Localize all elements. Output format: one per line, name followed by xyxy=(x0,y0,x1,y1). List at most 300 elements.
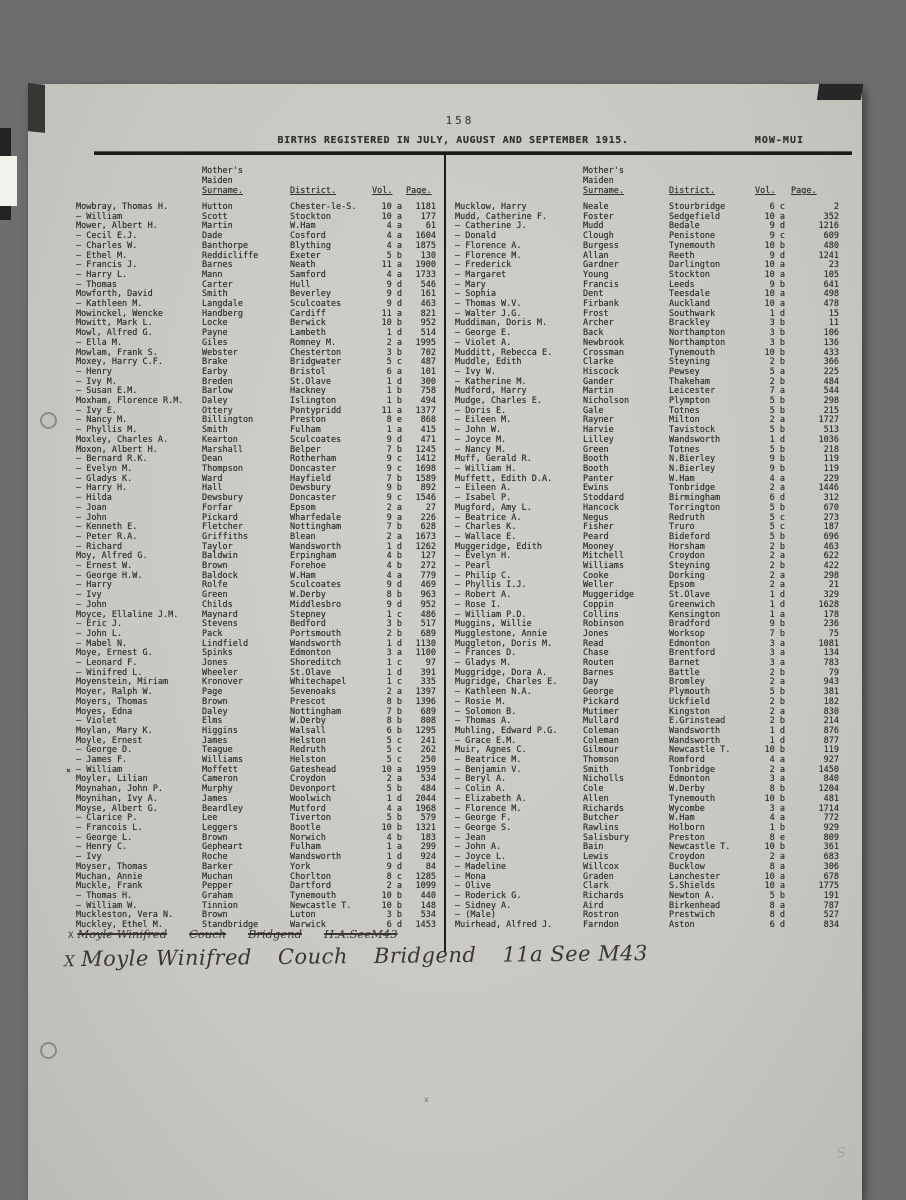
entry-maiden: Standbridge xyxy=(202,920,259,931)
entry-page: 808 xyxy=(420,716,436,727)
entry-district: Gateshead xyxy=(290,764,337,775)
entry-maiden: Hutton xyxy=(202,202,233,212)
column-header-district: District. xyxy=(290,186,337,196)
entry-name: Muckley, Ethel M. xyxy=(76,920,163,931)
entry-district: Chorlton xyxy=(290,871,331,882)
entry-maiden: Mudd xyxy=(583,221,604,232)
index-page xyxy=(28,84,862,1200)
entry-district: W.Derby xyxy=(290,590,326,601)
entry-maiden: Rolfe xyxy=(202,580,228,591)
index-row xyxy=(76,533,438,543)
entry-maiden: Brown xyxy=(202,832,228,843)
entry-name: — Violet A. xyxy=(455,337,512,348)
entry-name: — Katherine M. xyxy=(455,376,527,387)
entry-page: 463 xyxy=(823,541,839,552)
entry-district: St.Olave xyxy=(290,376,331,387)
index-row xyxy=(455,358,845,368)
entry-vol: 1 d xyxy=(769,434,785,445)
entry-maiden: Beardley xyxy=(202,803,243,814)
entry-vol: 1 d xyxy=(386,328,402,339)
entry-district: Battle xyxy=(669,667,700,678)
entry-name: — Olive xyxy=(455,881,491,892)
entry-name: — Beatrice M. xyxy=(455,755,522,766)
entry-name: — Joyce L. xyxy=(455,852,507,863)
entry-name: — Gladys K. xyxy=(76,473,133,484)
entry-page: 772 xyxy=(823,813,839,824)
entry-vol: 1 d xyxy=(386,541,402,552)
entry-vol: 10 b xyxy=(381,890,402,901)
entry-vol: 8 b xyxy=(386,696,402,707)
entry-maiden: Stoddard xyxy=(583,493,624,504)
index-row xyxy=(455,766,845,776)
entry-district: Tiverton xyxy=(290,813,331,824)
entry-vol: 4 a xyxy=(386,240,402,251)
entry-district: Greenwich xyxy=(669,599,716,610)
index-row xyxy=(455,397,845,407)
entry-vol: 11 a xyxy=(381,260,402,271)
entry-maiden: Rayner xyxy=(583,415,614,426)
entry-name: — Nancy M. xyxy=(76,415,128,426)
entry-district: Cardiff xyxy=(290,308,326,319)
entry-page: 306 xyxy=(823,861,839,872)
entry-maiden: Lewis xyxy=(583,852,609,863)
entry-district: Wandsworth xyxy=(290,541,342,552)
entry-page: 1628 xyxy=(818,599,839,610)
entry-maiden: Jones xyxy=(202,658,228,669)
entry-page: 513 xyxy=(823,425,839,436)
entry-page: 300 xyxy=(420,376,436,387)
entry-maiden: Clarke xyxy=(583,357,614,368)
entry-page: 943 xyxy=(823,677,839,688)
header-rule xyxy=(94,151,852,155)
entry-page: 1446 xyxy=(818,483,839,494)
entry-name: — (Male) xyxy=(455,910,496,921)
entry-page: 1036 xyxy=(818,434,839,445)
entry-district: Dewsbury xyxy=(290,483,331,494)
entry-vol: 6 c xyxy=(769,202,785,212)
entry-district: Sculcoates xyxy=(290,580,342,591)
entry-district: Kensington xyxy=(669,609,721,620)
entry-page: 2 xyxy=(833,202,839,212)
entry-name: — Kathleen M. xyxy=(76,299,143,310)
entry-page: 840 xyxy=(823,774,839,785)
entry-page: 689 xyxy=(420,628,436,639)
index-row xyxy=(455,834,845,844)
entry-vol: 1 a xyxy=(386,425,402,436)
entry-name: — Joan xyxy=(76,502,107,513)
entry-district: Erpingham xyxy=(290,551,337,562)
entry-vol: 3 b xyxy=(769,337,785,348)
header-line: Surname. xyxy=(202,186,243,196)
entry-vol: 9 c xyxy=(769,231,785,242)
entry-name: — Eileen M. xyxy=(455,415,512,426)
entry-page: 106 xyxy=(823,328,839,339)
entry-name: — Harry L. xyxy=(76,269,128,280)
entry-maiden: Brake xyxy=(202,357,228,368)
entry-page: 84 xyxy=(425,861,436,872)
entry-district: N.Bierley xyxy=(669,463,716,474)
entry-page: 579 xyxy=(420,813,436,824)
entry-page: 641 xyxy=(823,279,839,290)
entry-name: — Madeline xyxy=(455,861,507,872)
entry-name: Moy, Alfred G. xyxy=(76,551,148,562)
entry-name: Muddle, Edith xyxy=(455,357,522,368)
entry-district: Birmingham xyxy=(669,493,721,504)
entry-district: Penistone xyxy=(669,231,716,242)
entry-vol: 5 b xyxy=(386,250,402,261)
entry-page: 892 xyxy=(420,483,436,494)
entry-vol: 7 b xyxy=(386,473,402,484)
entry-page: 1245 xyxy=(415,444,436,455)
entry-district: Middlesbro xyxy=(290,599,342,610)
column-header-maiden xyxy=(583,166,624,196)
entry-page: 1875 xyxy=(415,240,436,251)
entry-page: 469 xyxy=(420,580,436,591)
entry-vol: 3 b xyxy=(769,318,785,329)
entry-name: — Thomas A. xyxy=(455,716,512,727)
index-row xyxy=(455,407,845,417)
entry-name: — George H.W. xyxy=(76,570,143,581)
entry-page: 952 xyxy=(420,599,436,610)
entry-district: Hackney xyxy=(290,386,326,397)
entry-name: — Charles K. xyxy=(455,522,517,533)
entry-maiden: Gale xyxy=(583,405,604,416)
entry-maiden: Breden xyxy=(202,376,233,387)
entry-maiden: Thomson xyxy=(583,755,619,766)
entry-name: — John xyxy=(76,512,107,523)
entry-vol: 3 a xyxy=(769,658,785,669)
entry-page: 1450 xyxy=(818,764,839,775)
entry-district: Dartford xyxy=(290,881,331,892)
entry-maiden: Muggeridge xyxy=(583,590,635,601)
entry-vol: 4 a xyxy=(386,570,402,581)
entry-name: Moynahan, John P. xyxy=(76,784,163,795)
entry-name: Mudge, Charles E. xyxy=(455,396,542,407)
index-row xyxy=(455,688,845,698)
entry-page: 250 xyxy=(420,755,436,766)
entry-maiden: Cooke xyxy=(583,570,609,581)
entry-name: — Mona xyxy=(455,871,486,882)
entry-district: S.Shields xyxy=(669,881,716,892)
entry-vol: 1 d xyxy=(386,852,402,863)
entry-maiden: Green xyxy=(583,444,609,455)
index-row xyxy=(76,746,438,756)
entry-maiden: Lee xyxy=(202,813,218,824)
entry-district: Helston xyxy=(290,755,326,766)
entry-page: 514 xyxy=(420,328,436,339)
entry-district: Sevenoaks xyxy=(290,687,337,698)
entry-name: — Leonard F. xyxy=(76,658,138,669)
entry-name: — Henry xyxy=(76,366,112,377)
entry-maiden: Earby xyxy=(202,366,228,377)
entry-maiden: Lilley xyxy=(583,434,614,445)
entry-name: — Florence A. xyxy=(455,240,522,251)
entry-maiden: Bain xyxy=(583,842,604,853)
entry-maiden: Farndon xyxy=(583,920,619,931)
entry-district: Edmonton xyxy=(290,648,331,659)
entry-vol: 10 a xyxy=(381,211,402,222)
entry-page: 1604 xyxy=(415,231,436,242)
entry-name: — Phyllis I.J. xyxy=(455,580,527,591)
entries-column-left xyxy=(66,202,438,931)
entry-vol: 5 b xyxy=(769,890,785,901)
entry-district: W.Derby xyxy=(669,784,705,795)
entry-district: Wandsworth xyxy=(290,852,342,863)
entry-page: 1295 xyxy=(415,725,436,736)
entry-vol: 8 d xyxy=(769,910,785,921)
entry-district: W.Ham xyxy=(290,570,316,581)
entry-district: Wharfedale xyxy=(290,512,342,523)
entry-vol: 2 a xyxy=(769,415,785,426)
entry-maiden: Martin xyxy=(202,221,233,232)
entry-name: — Colin A. xyxy=(455,784,507,795)
entry-district: Thakeham xyxy=(669,376,710,387)
handwritten-district: Bridgend xyxy=(373,942,477,968)
entry-maiden: Mullard xyxy=(583,716,619,727)
entry-district: Doncaster xyxy=(290,493,337,504)
entry-name: — Joyce M. xyxy=(455,434,507,445)
entry-vol: 1 a xyxy=(769,609,785,620)
entry-vol: 1 b xyxy=(769,823,785,833)
entry-vol: 8 b xyxy=(769,784,785,795)
entry-page: 391 xyxy=(420,667,436,678)
entry-district: Leeds xyxy=(669,279,695,290)
entry-vol: 9 d xyxy=(386,289,402,300)
entry-vol: 8 e xyxy=(769,832,785,843)
entry-district: Nottingham xyxy=(290,522,342,533)
entry-maiden: Murphy xyxy=(202,784,233,795)
entry-name: — George D. xyxy=(76,745,133,756)
entry-name: Moxon, Albert H. xyxy=(76,444,158,455)
entry-name: — Ivy xyxy=(76,590,102,601)
index-row xyxy=(455,271,845,281)
entry-vol: 7 b xyxy=(386,706,402,717)
entry-page: 963 xyxy=(420,590,436,601)
entry-vol: 8 a xyxy=(769,900,785,911)
entry-name: — Sidney A. xyxy=(455,900,512,911)
entry-vol: 5 c xyxy=(386,755,402,766)
entry-district: Croydon xyxy=(669,551,705,562)
entry-page: 927 xyxy=(823,755,839,766)
entry-vol: 10 a xyxy=(764,269,785,280)
entry-vol: 8 e xyxy=(386,415,402,426)
entry-vol: 3 b xyxy=(386,619,402,630)
entry-district: Pewsey xyxy=(669,366,700,377)
entry-maiden: Neale xyxy=(583,202,609,212)
entry-maiden: Giles xyxy=(202,337,228,348)
entry-district: Bootle xyxy=(290,823,321,833)
handwritten-annotation xyxy=(64,941,674,971)
entry-page: 758 xyxy=(420,386,436,397)
entry-vol: 3 a xyxy=(386,648,402,659)
index-row xyxy=(76,504,438,514)
entry-vol: 10 a xyxy=(764,211,785,222)
entry-page: 1727 xyxy=(818,415,839,426)
entry-vol: 5 c xyxy=(386,357,402,368)
entry-vol: 5 b xyxy=(386,813,402,824)
entry-name: Mowl, Alfred G. xyxy=(76,328,153,339)
entry-name: — Gladys M. xyxy=(455,658,512,669)
entry-maiden: Page xyxy=(202,687,223,698)
entry-page: 1714 xyxy=(818,803,839,814)
entry-page: 498 xyxy=(823,289,839,300)
index-row xyxy=(455,824,845,834)
entry-maiden: Carter xyxy=(202,279,233,290)
entry-district: Mutford xyxy=(290,803,326,814)
entry-vol: 10 b xyxy=(381,900,402,911)
entry-vol: 2 a xyxy=(386,502,402,513)
entry-name: — Thomas H. xyxy=(76,890,133,901)
entry-district: Newcastle T. xyxy=(669,745,731,756)
entry-name: — Harry H. xyxy=(76,483,128,494)
entry-name: — Winifred L. xyxy=(76,667,143,678)
entry-district: Bridgwater xyxy=(290,357,342,368)
struck-district: Bridgend xyxy=(248,927,302,941)
entry-district: Redruth xyxy=(669,512,705,523)
entry-district: Stockton xyxy=(669,269,710,280)
entry-page: 2044 xyxy=(415,793,436,804)
entry-page: 876 xyxy=(823,725,839,736)
entry-maiden: Dean xyxy=(202,454,223,465)
entry-page: 119 xyxy=(823,454,839,465)
entry-district: Whitechapel xyxy=(290,677,347,688)
entry-page: 1733 xyxy=(415,269,436,280)
entry-page: 628 xyxy=(420,522,436,533)
entry-name: Muhling, Edward P.G. xyxy=(455,725,558,736)
entry-page: 544 xyxy=(823,386,839,397)
entry-page: 440 xyxy=(420,890,436,901)
entry-name: Moxey, Harry C.F. xyxy=(76,357,163,368)
entry-vol: 4 a xyxy=(769,473,785,484)
entry-vol: 2 a xyxy=(386,531,402,542)
entry-page: 415 xyxy=(420,425,436,436)
entry-page: 218 xyxy=(823,444,839,455)
entry-district: Plympton xyxy=(669,396,710,407)
index-row xyxy=(455,416,845,426)
entry-maiden: Spinks xyxy=(202,648,233,659)
entry-page: 678 xyxy=(823,871,839,882)
entry-vol: 5 b xyxy=(769,425,785,436)
entry-district: Wandsworth xyxy=(290,638,342,649)
entry-district: Croydon xyxy=(669,852,705,863)
entry-vol: 4 a xyxy=(386,221,402,232)
entry-vol: 4 a xyxy=(386,269,402,280)
index-row xyxy=(455,552,845,562)
entry-district: Belper xyxy=(290,444,321,455)
entry-page: 134 xyxy=(823,648,839,659)
entry-district: Milton xyxy=(669,415,700,426)
entry-name: — Kenneth E. xyxy=(76,522,138,533)
entry-vol: 9 d xyxy=(769,221,785,232)
entry-name: Muckleston, Vera N. xyxy=(76,910,174,921)
entry-vol: 5 b xyxy=(769,444,785,455)
entry-district: W.Ham xyxy=(290,221,316,232)
entry-maiden: Mann xyxy=(202,269,223,280)
index-row xyxy=(76,261,438,271)
entry-vol: 3 a xyxy=(769,774,785,785)
header-line: Mother's xyxy=(202,166,243,176)
entry-name: — Ivy M. xyxy=(76,376,117,387)
entry-maiden: Crossman xyxy=(583,347,624,358)
entry-page: 433 xyxy=(823,347,839,358)
entry-page: 1959 xyxy=(415,764,436,775)
entry-maiden: Handberg xyxy=(202,308,243,319)
column-header-page: Page. xyxy=(406,186,432,196)
index-row xyxy=(455,562,845,572)
entry-maiden: Negus xyxy=(583,512,609,523)
entry-vol: 6 d xyxy=(769,493,785,504)
entry-vol: 2 a xyxy=(769,677,785,688)
entry-maiden: Higgins xyxy=(202,725,238,736)
entry-maiden: Mutimer xyxy=(583,706,619,717)
entry-district: Preston xyxy=(290,415,326,426)
entry-page: 670 xyxy=(823,502,839,513)
entry-name: — Walter J.G. xyxy=(455,308,522,319)
entry-page: 79 xyxy=(828,667,839,678)
entry-district: Holborn xyxy=(669,823,705,833)
entry-maiden: Hiscock xyxy=(583,366,619,377)
entry-maiden: Dade xyxy=(202,231,223,242)
entry-vol: 11 a xyxy=(381,308,402,319)
index-row xyxy=(76,611,438,621)
entry-page: 119 xyxy=(823,745,839,756)
entry-maiden: Young xyxy=(583,269,609,280)
entry-maiden: Day xyxy=(583,677,599,688)
entry-name: — William xyxy=(76,764,123,775)
entry-district: Auckland xyxy=(669,299,710,310)
entry-district: Shoreditch xyxy=(290,658,342,669)
index-row xyxy=(76,329,438,339)
index-row xyxy=(455,281,845,291)
entry-maiden: Kronover xyxy=(202,677,243,688)
entry-name: Mowitt, Mark L. xyxy=(76,318,153,329)
entry-district: Doncaster xyxy=(290,463,337,474)
entry-maiden: Barlow xyxy=(202,386,233,397)
entry-page: 1204 xyxy=(818,784,839,795)
column-header-vol: Vol. xyxy=(755,186,776,196)
entry-name: — Elizabeth A. xyxy=(455,793,527,804)
entry-district: Bedford xyxy=(290,619,326,630)
entry-page: 329 xyxy=(823,590,839,601)
entry-name: — Clarice P. xyxy=(76,813,138,824)
entry-maiden: Collins xyxy=(583,609,619,620)
entry-district: Tynemouth xyxy=(669,347,716,358)
entry-maiden: Gilmour xyxy=(583,745,619,756)
entry-vol: 6 b xyxy=(386,725,402,736)
index-row xyxy=(455,319,845,329)
entry-vol: 9 b xyxy=(386,483,402,494)
entry-vol: 1 d xyxy=(386,667,402,678)
entry-district: Totnes xyxy=(669,444,700,455)
entry-page: 262 xyxy=(420,745,436,756)
entry-page: 1995 xyxy=(415,337,436,348)
entry-vol: 10 a xyxy=(764,289,785,300)
entry-name: — Mabel N. xyxy=(76,638,128,649)
entry-name: — Rosie M. xyxy=(455,696,507,707)
entry-maiden: Burgess xyxy=(583,240,619,251)
header-line: Maiden xyxy=(583,176,614,186)
entry-vol: 2 a xyxy=(769,483,785,494)
entry-vol: 3 a xyxy=(769,648,785,659)
entry-name: — Ernest W. xyxy=(76,561,133,572)
entry-vol: 2 b xyxy=(769,561,785,572)
index-row xyxy=(76,271,438,281)
entry-maiden: Willcox xyxy=(583,861,619,872)
entry-name: Muirhead, Alfred J. xyxy=(455,920,553,931)
entry-name: — William P.D. xyxy=(455,609,527,620)
entry-maiden: Cole xyxy=(583,784,604,795)
entry-page: 1130 xyxy=(415,638,436,649)
